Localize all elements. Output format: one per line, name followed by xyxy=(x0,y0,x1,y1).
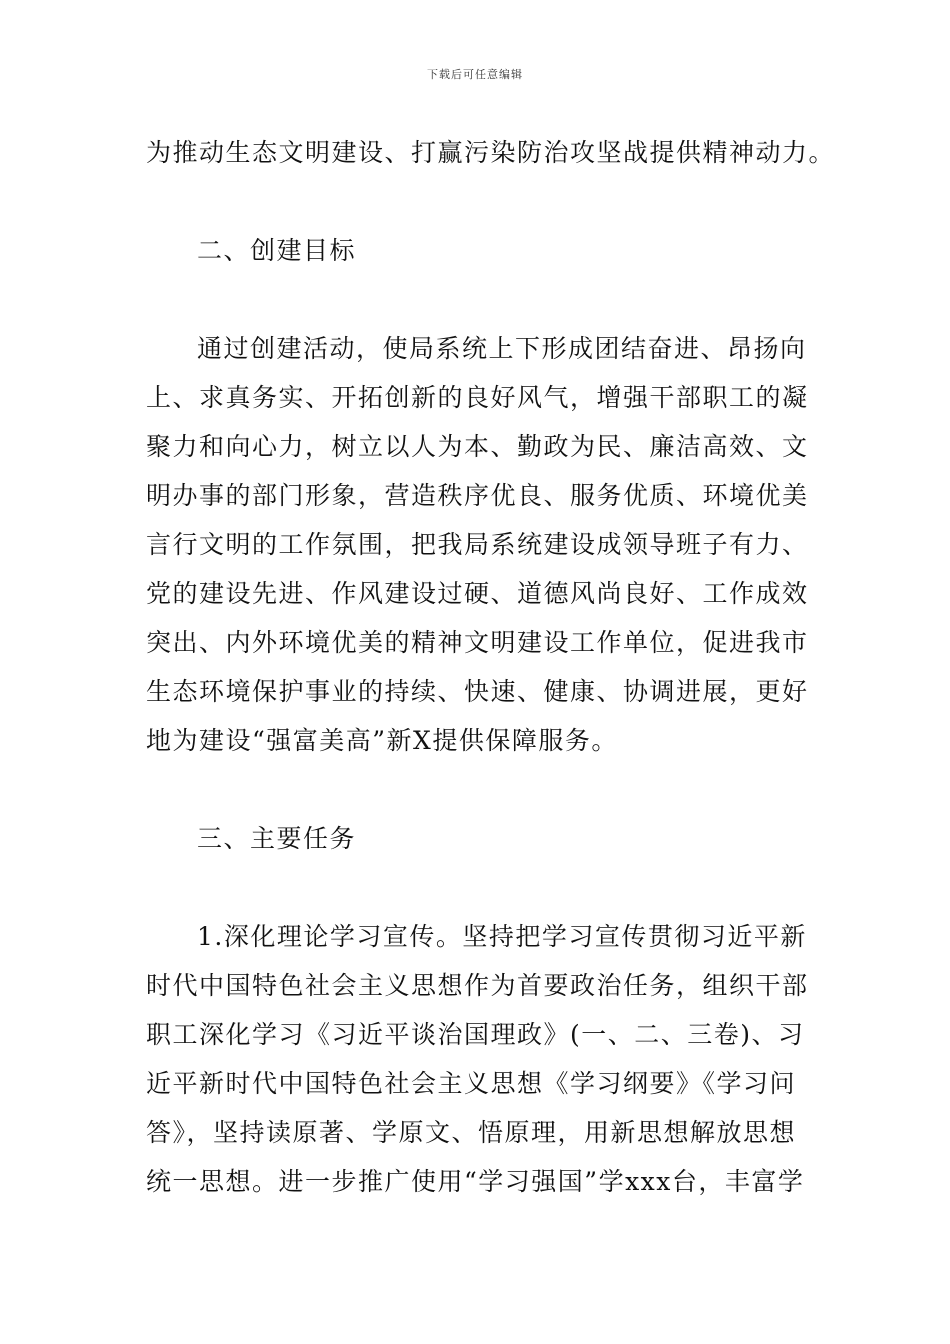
paragraph-line: 上、求真务实、开拓创新的良好风气，增强干部职工的凝 xyxy=(146,383,809,412)
paragraph-line: 答》，坚持读原著、学原文、悟原理，用新思想解放思想 xyxy=(146,1118,797,1147)
paragraph-line: 党的建设先进、作风建设过硬、道德风尚良好、工作成效 xyxy=(146,579,809,608)
page-header: 下载后可任意编辑 xyxy=(427,68,523,81)
paragraph-gap xyxy=(146,863,808,912)
document-body xyxy=(146,128,836,1206)
paragraph-line: 时代中国特色社会主义思想作为首要政治任务，组织干部 xyxy=(146,971,809,1000)
paragraph-line: 聚力和向心力，树立以人为本、勤政为民、廉洁高效、文 xyxy=(146,432,809,461)
paragraph-line: 言行文明的工作氛围，把我局系统建设成领导班子有力、 xyxy=(146,530,809,559)
paragraph-line: 1.深化理论学习宣传。坚持把学习宣传贯彻习近平新 xyxy=(197,922,807,951)
intro-line: 为推动生态文明建设、打赢污染防治攻坚战提供精神动力。 xyxy=(146,138,836,167)
paragraph-gap xyxy=(146,275,808,324)
paragraph-line: 近平新时代中国特色社会主义思想《学习纲要》《学习问 xyxy=(146,1069,797,1098)
paragraph-gap xyxy=(146,177,808,226)
section-heading-tasks: 三、主要任务 xyxy=(197,824,357,853)
paragraph-line: 通过创建活动，使局系统上下形成团结奋进、昂扬向 xyxy=(197,334,807,363)
paragraph-line: 地为建设“强富美高”新X提供保障服务。 xyxy=(146,726,618,755)
paragraph-line: 生态环境保护事业的持续、快速、健康、协调进展，更好 xyxy=(146,677,809,706)
section-heading-goals: 二、创建目标 xyxy=(197,236,357,265)
paragraph-line: 明办事的部门形象，营造秩序优良、服务优质、环境优美 xyxy=(146,481,809,510)
paragraph-line: 职工深化学习《习近平谈治国理政》(一、二、三卷)、习 xyxy=(146,1020,805,1049)
paragraph-line: 统一思想。进一步推广使用“学习强国”学xxx台，丰富学 xyxy=(146,1167,805,1196)
paragraph-line: 突出、内外环境优美的精神文明建设工作单位，促进我市 xyxy=(146,628,809,657)
paragraph-gap xyxy=(146,765,808,814)
